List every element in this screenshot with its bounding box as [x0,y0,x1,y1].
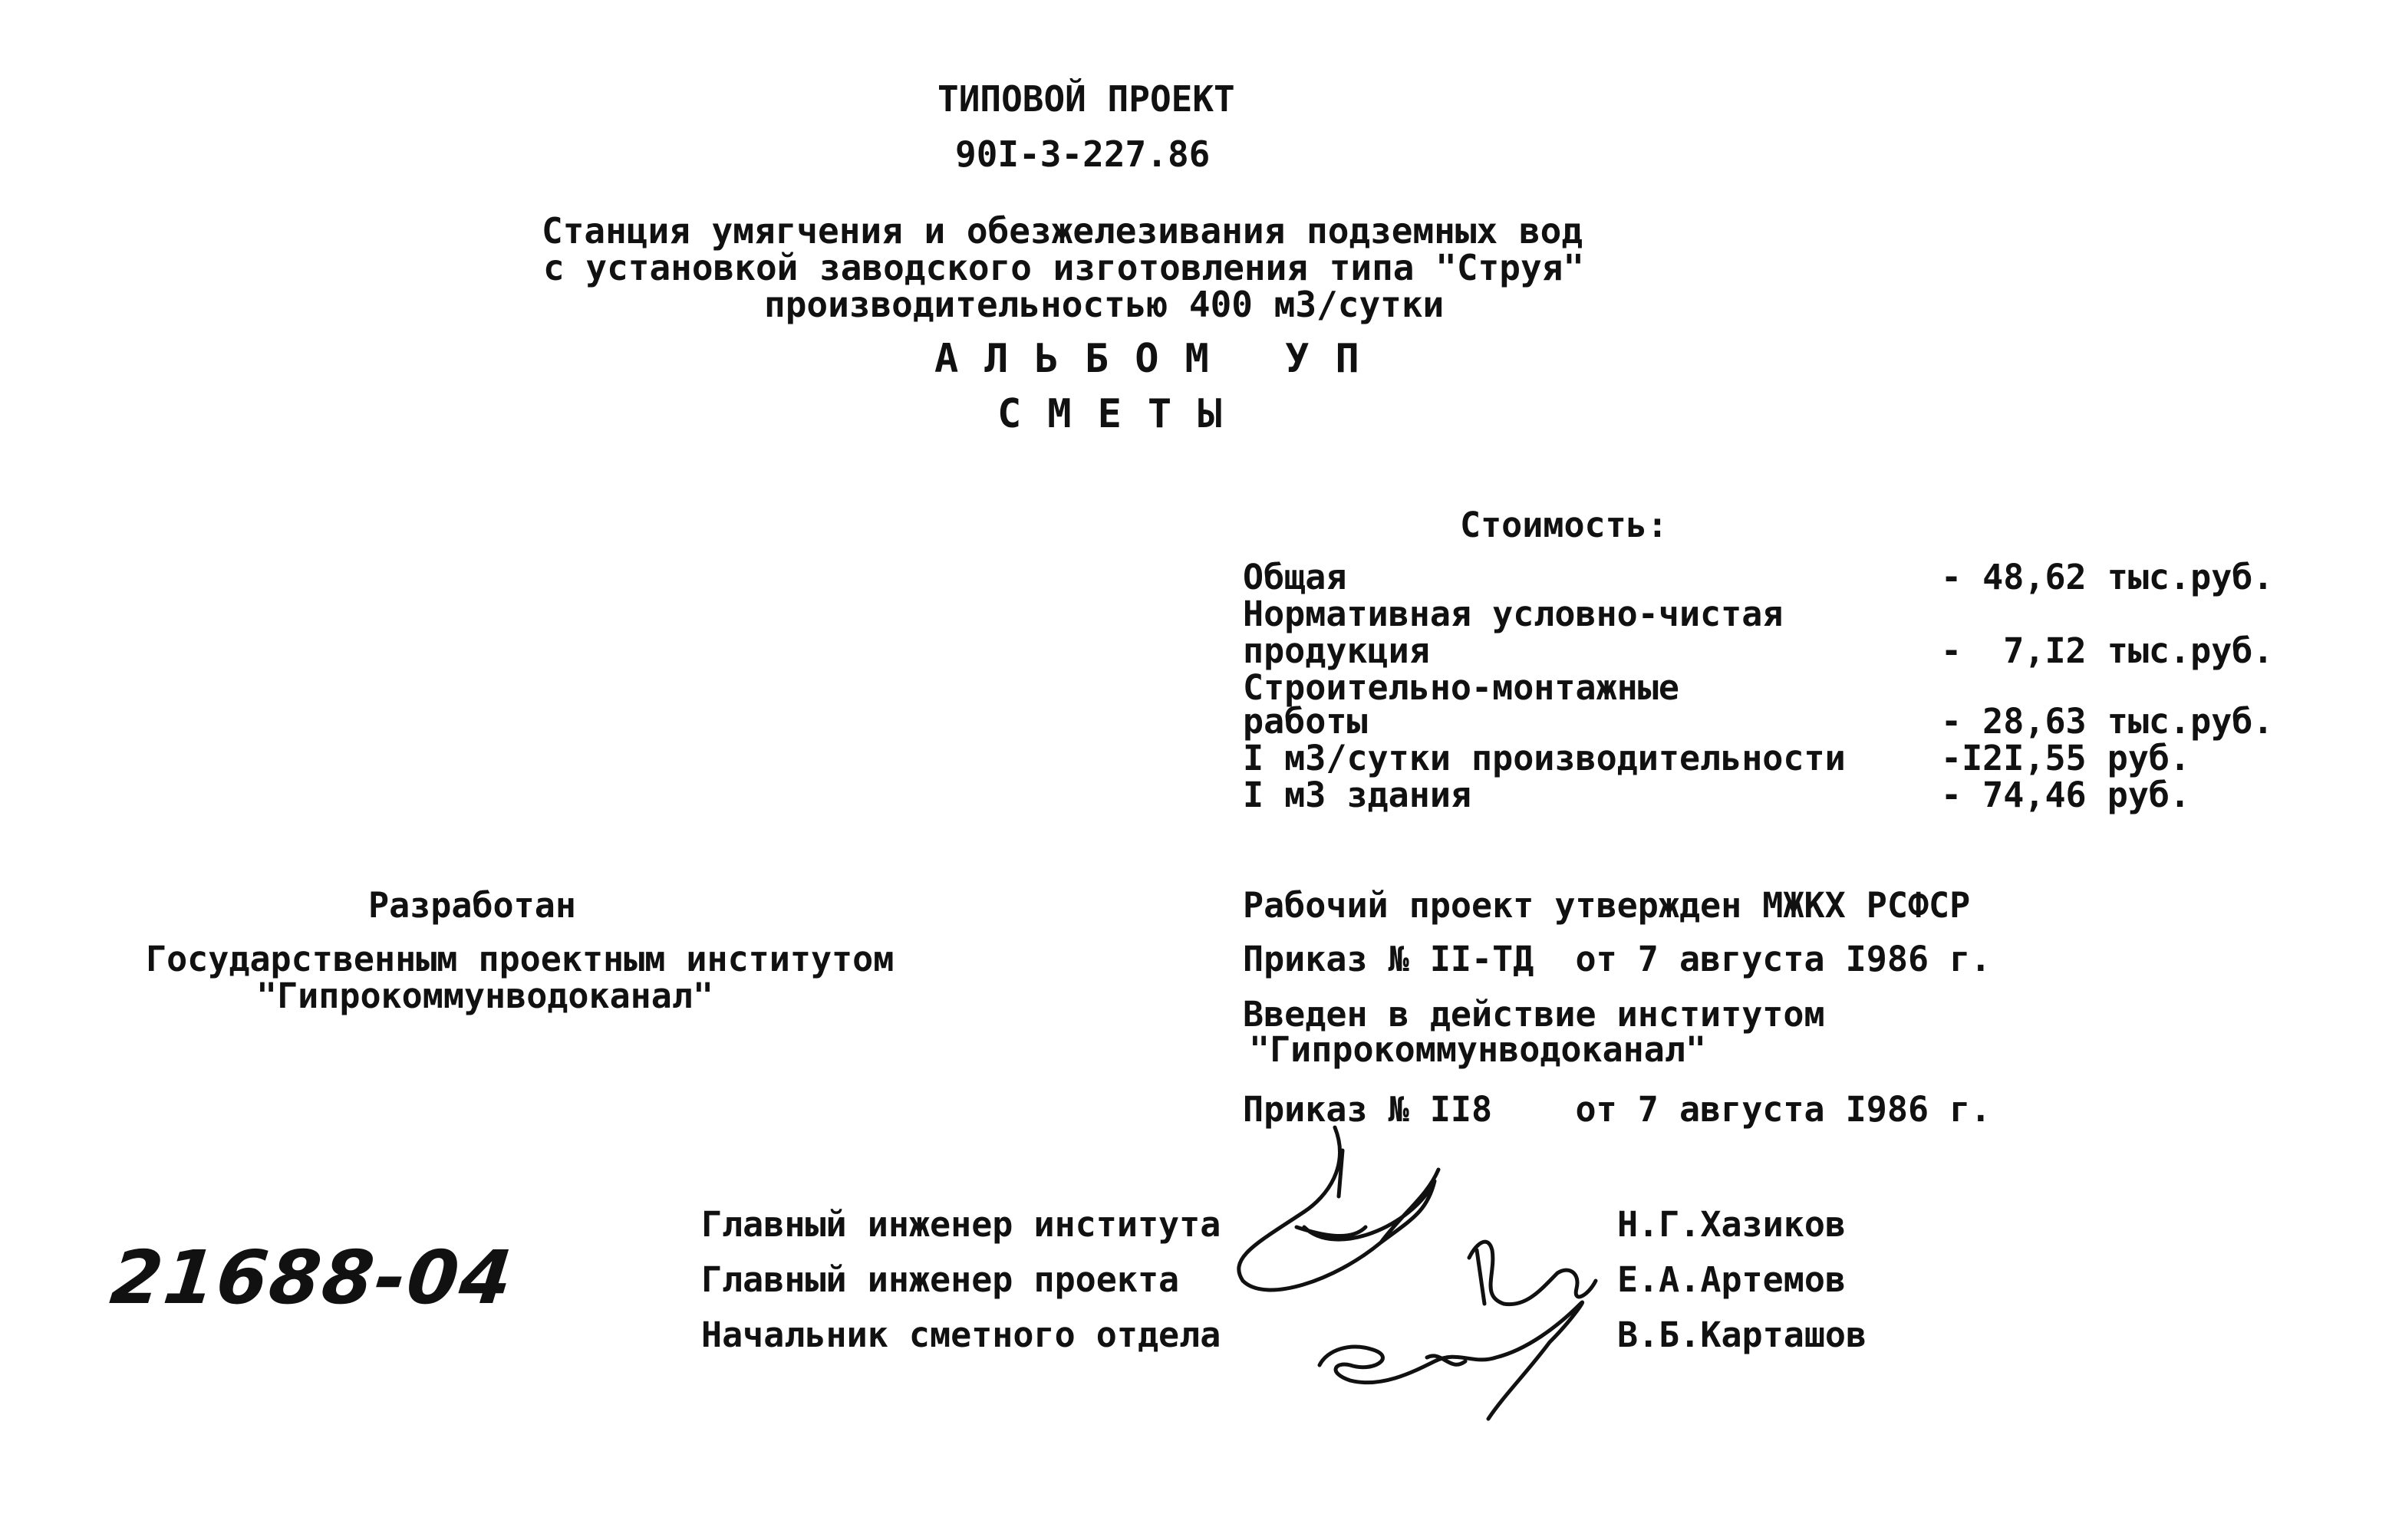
cost-label-total: Общая [1243,557,1347,597]
document-type-label: ТИПОВОЙ ПРОЕКТ [937,78,1235,120]
developer-line-1: Государственным проектным институтом [146,939,895,979]
signature-head-estimate-dept [1320,1302,1583,1419]
signatory-name-1: Н.Г.Хазиков [1617,1204,1847,1245]
approval-line-1: Рабочий проект утвержден МЖКХ РСФСР [1243,885,1971,926]
title-line-3: производительностью 400 м3/сутки [764,284,1445,325]
cost-label-works: работы [1243,701,1368,742]
cost-value-per-capacity: -I2I,55 руб. [1941,738,2191,778]
cost-label-per-capacity: I м3/сутки производительности [1243,738,1846,778]
title-line-2: с установкой заводского изготовления типа "Струя" [543,247,1585,288]
signatory-role-3: Начальник сметного отдела [701,1315,1221,1355]
developer-line-2: "Гипрокоммунводоканал" [256,976,714,1016]
cost-heading: Стоимость: [1460,505,1668,545]
signature-chief-engineer-institute [1239,1127,1438,1290]
approval-line-2: Введен в действие институтом [1243,994,1825,1035]
cost-label-production: продукция [1243,630,1430,671]
signatory-role-2: Главный инженер проекта [701,1259,1180,1300]
cost-value-per-building: - 74,46 руб. [1941,775,2191,815]
album-label: АЛЬБОМ УП [934,336,1386,382]
signatory-name-3: В.Б.Карташов [1617,1315,1867,1355]
approval-line-3: "Гипрокоммунводоканал" [1249,1029,1707,1070]
inventory-number: 21688-04 [107,1235,518,1321]
cost-label-construction: Строительно-монтажные [1243,667,1679,708]
cost-label-per-building: I м3 здания [1243,775,1472,815]
cost-label-normative: Нормативная условно-чистая [1243,594,1784,634]
signatory-name-2: Е.А.Артемов [1617,1259,1847,1300]
approval-order-2: Приказ № II8 от 7 августа I986 г. [1243,1089,1992,1130]
title-line-1: Станция умягчения и обезжелезивания подземных вод [542,210,1583,252]
cost-value-total: - 48,62 тыс.руб. [1941,557,2274,597]
signatory-role-1: Главный инженер института [701,1204,1221,1245]
signature-chief-engineer-project [1469,1242,1596,1305]
developer-label: Разработан [368,885,576,926]
volume-label: СМЕТЫ [997,391,1248,437]
project-number: 90I-3-227.86 [955,133,1211,175]
approval-order-1: Приказ № II-ТД от 7 августа I986 г. [1243,939,1992,979]
cost-value-works: - 28,63 тыс.руб. [1941,701,2274,742]
cost-value-production: - 7,I2 тыс.руб. [1941,630,2274,671]
